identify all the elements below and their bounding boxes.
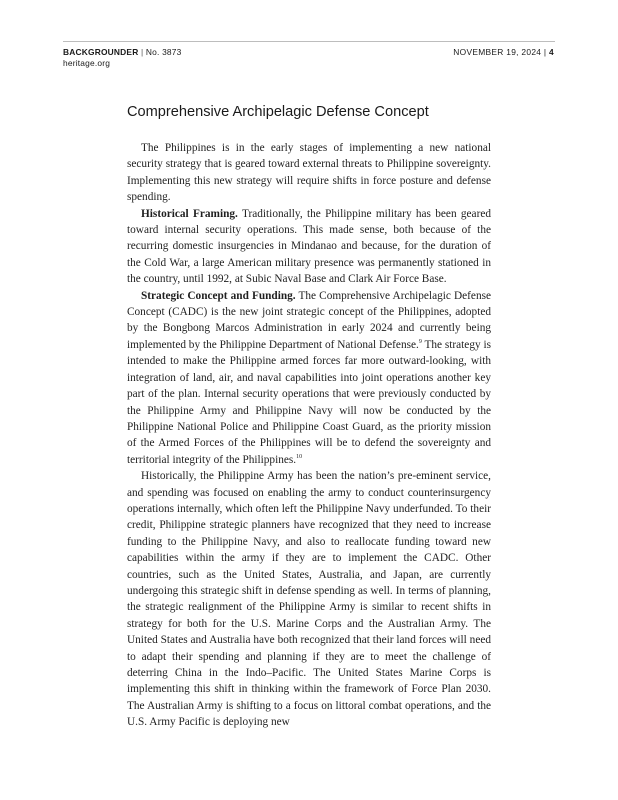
header-right	[453, 47, 554, 58]
paragraph-intro: The Philippines is in the early stages of implementing a new national security strategy that is geared toward external threats to Philippine sovereignty. Implementing this new strategy will require shifts in force posture and defense spending.	[127, 142, 491, 204]
publication-line	[63, 47, 182, 58]
page-separator: |	[543, 47, 547, 57]
paragraph-text: Traditionally, the Philippine military has been geared toward internal security operations. This made sense, both because of the recurring domestic insurgencies in Mindanao and because, for the duration of the Cold War, a large American military presence was permanently stationed in the country, until 1992, at Subic Naval Base and Clark Air Force Base.	[127, 207, 491, 286]
section-title: Comprehensive Archipelagic Defense Concept	[127, 104, 429, 120]
paragraph-historically: Historically, the Philippine Army has been the nation’s pre-eminent service, and spending was focused on enabling the army to conduct counterinsurgency operations internally, which often left the Philippine Navy underfunded. To their credit, Philippine strategic planners have recognized that they need to increase funding to the Philippine Navy, and also to reallocate funding toward new capabilities within the army if they are to implement the CADC. Other countries, such as the United States, Australia, and Japan, are currently undergoing this strategic shift in defense spending as well. In terms of planning, the strategic realignment of the Philippine Army is similar to recent shifts in strategy for both for the U.S. Marine Corps and the Australian Army. The United States and Australia have both recognized that their land forces will need to adapt their spending and planning if they are to meet the challenge of deterring China in the Indo–Pacific. The United States Marine Corps is implementing this shift in thinking within the framework of Force Plan 2030. The Australian Army is shifting to a focus on littoral combat operations, and the U.S. Army Pacific is deploying new	[127, 470, 491, 729]
header-left	[63, 47, 182, 69]
page-number: 4	[549, 47, 554, 57]
paragraph-text: The Comprehensive Archipelagic Defense Concept (CADC) is the new joint strategic concept of the Philippines, adopted by the Bongbong Marcos Administration in early 2024 and currently being implemented by the Philippine Department of National Defense.	[127, 289, 491, 351]
header-rule	[63, 41, 555, 42]
runin-heading-strategic-concept: Strategic Concept and Funding.	[141, 289, 296, 302]
site-link[interactable]: heritage.org	[63, 58, 111, 68]
header-separator: |	[140, 47, 144, 57]
series-name: BACKGROUNDER	[63, 47, 139, 57]
article-body	[127, 140, 491, 731]
footnote-ref-9[interactable]: 9	[418, 339, 422, 346]
paragraph-historical-framing	[127, 206, 491, 288]
publication-date: NOVEMBER 19, 2024	[453, 47, 542, 57]
footnote-ref-10[interactable]: 10	[296, 453, 303, 460]
runin-heading-historical-framing: Historical Framing.	[141, 207, 238, 220]
paragraph-strategic-concept	[127, 288, 491, 468]
paragraph-text: The strategy is intended to make the Philippine armed forces far more outward-looking, with integration of land, air, and naval capabilities into joint operations another key part of the plan. Internal security operations that were previously conducted by the Philippine Army and Philippine Navy will now be conducted by the Philippine National Police and Philippine Coast Guard, as the priority mission of the Armed Forces of the Philippines will be to defend the sovereignty and territorial integrity of the Philippines.	[127, 338, 491, 466]
report-number: No. 3873	[145, 47, 182, 57]
